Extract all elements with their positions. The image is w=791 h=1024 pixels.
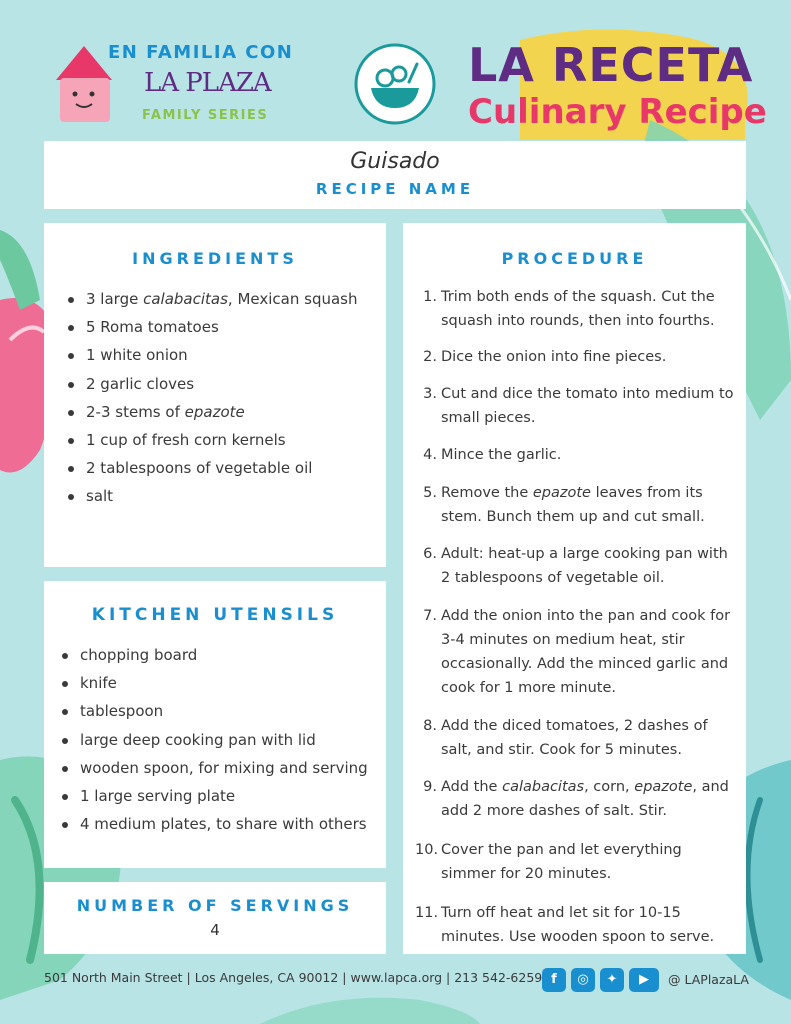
utensils-list: [58, 641, 368, 838]
servings-value: 4: [210, 921, 220, 939]
procedure-card: [403, 223, 746, 954]
procedure-step: 5. Remove the epazote leaves from its stem. Bunch them up and cut small.: [423, 485, 705, 525]
procedure-step: 7. Add the onion into the pan and cook for 3-4 minutes on medium heat, stir occasionally. Add the minced garlic and cook for 1 more minute.: [423, 608, 731, 696]
facebook-icon[interactable]: f: [542, 968, 566, 992]
list-item: 5 Roma tomatoes: [64, 313, 357, 341]
salad-bowl-icon: [353, 42, 437, 126]
list-item: 2 tablespoons of vegetable oil: [64, 454, 357, 482]
list-item: 1 white onion: [64, 341, 357, 369]
series-logo: [48, 40, 308, 130]
instagram-icon[interactable]: ◎: [571, 968, 595, 992]
list-item: wooden spoon, for mixing and serving: [58, 754, 368, 782]
utensils-card: [44, 581, 386, 868]
ingredients-list: [64, 285, 357, 511]
procedure-heading: PROCEDURE: [501, 249, 648, 268]
list-item: 3 large calabacitas, Mexican squash: [64, 285, 357, 313]
list-item: 2-3 stems of epazote: [64, 398, 357, 426]
procedure-step: 6. Adult: heat-up a large cooking pan with 2 tablespoons of vegetable oil.: [423, 546, 728, 586]
list-item: tablespoon: [58, 697, 368, 725]
page-title: LA RECETA: [468, 38, 754, 92]
list-item: large deep cooking pan with lid: [58, 726, 368, 754]
servings-heading: NUMBER OF SERVINGS: [76, 896, 354, 915]
recipe-name-label: RECIPE NAME: [315, 180, 475, 198]
ingredients-card: [44, 223, 386, 567]
servings-card: [44, 882, 386, 954]
footer-address: 501 North Main Street | Los Angeles, CA 90012 | www.lapca.org | 213 542-6259: [44, 970, 543, 985]
series-line-1: EN FAMILIA CON: [108, 42, 294, 63]
procedure-step: 3. Cut and dice the tomato into medium to small pieces.: [423, 386, 734, 426]
procedure-step: 4. Mince the garlic.: [423, 447, 562, 463]
list-item: salt: [64, 482, 357, 510]
twitter-icon[interactable]: ✦: [600, 968, 624, 992]
procedure-step: 10. Cover the pan and let everything simmer for 20 minutes.: [415, 842, 682, 882]
list-item: 4 medium plates, to share with others: [58, 810, 368, 838]
procedure-step: 2. Dice the onion into fine pieces.: [423, 349, 667, 365]
list-item: 1 cup of fresh corn kernels: [64, 426, 357, 454]
procedure-step: 1. Trim both ends of the squash. Cut the squash into rounds, then into fourths.: [423, 289, 715, 329]
series-line-2: FAMILY SERIES: [142, 108, 269, 123]
social-handle[interactable]: @ LAPlazaLA: [668, 972, 749, 987]
list-item: knife: [58, 669, 368, 697]
youtube-icon[interactable]: ▶: [629, 968, 659, 992]
recipe-name-card: [44, 141, 746, 209]
brand-wordmark: LA PLAZA: [144, 68, 271, 98]
utensils-heading: KITCHEN UTENSILS: [91, 605, 339, 625]
ingredients-heading: INGREDIENTS: [132, 249, 298, 268]
list-item: chopping board: [58, 641, 368, 669]
list-item: 2 garlic cloves: [64, 370, 357, 398]
procedure-step: 8. Add the diced tomatoes, 2 dashes of salt, and stir. Cook for 5 minutes.: [423, 718, 708, 758]
list-item: 1 large serving plate: [58, 782, 368, 810]
recipe-name: Guisado: [350, 149, 440, 174]
procedure-step: 11. Turn off heat and let sit for 10-15 minutes. Use wooden spoon to serve.: [415, 905, 715, 945]
procedure-step: 9. Add the calabacitas, corn, epazote, and add 2 more dashes of salt. Stir.: [423, 779, 729, 819]
page-subtitle: Culinary Recipe: [468, 92, 767, 132]
